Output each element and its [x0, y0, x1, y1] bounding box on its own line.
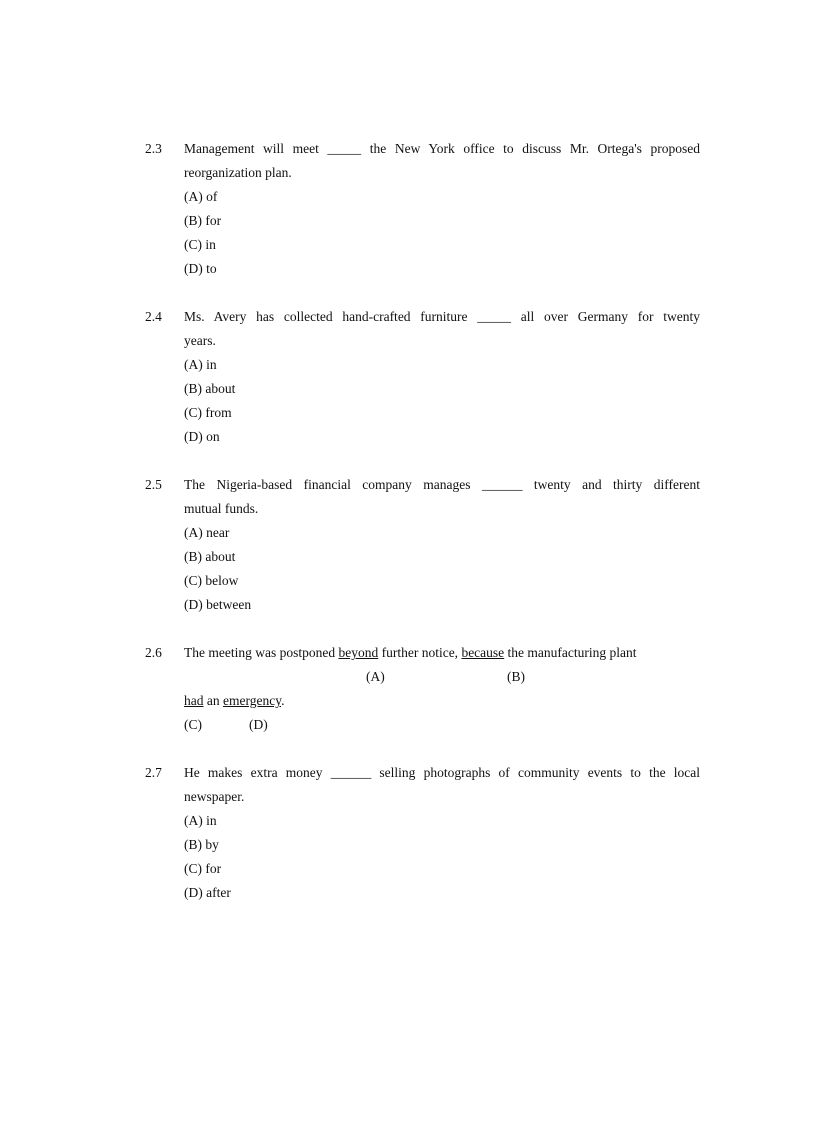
- option-c[interactable]: (C) for: [184, 861, 222, 876]
- option-c[interactable]: (C) below: [184, 573, 239, 588]
- underlined-choice-d[interactable]: emergency: [223, 693, 282, 708]
- stem-text: further notice,: [378, 645, 462, 660]
- question-number: 2.5: [145, 477, 162, 492]
- option-b[interactable]: (B) for: [184, 213, 222, 228]
- question-number: 2.7: [145, 765, 162, 780]
- underlined-choice-a[interactable]: beyond: [338, 645, 379, 660]
- question-stem: [184, 305, 700, 353]
- option-d[interactable]: (D) after: [184, 885, 231, 900]
- question-stem-line: mutual funds.: [184, 501, 259, 516]
- stem-text: the manufacturing plant: [504, 645, 637, 660]
- question-stem-line: [184, 689, 284, 713]
- choice-label-a: (A): [366, 669, 385, 684]
- stem-text: .: [281, 693, 285, 708]
- option-d[interactable]: (D) to: [184, 261, 217, 276]
- question-stem-line: The Nigeria-based financial company manages ______ twenty and thirty different: [184, 477, 700, 492]
- question-stem-line: He makes extra money ______ selling photographs of community events to the local: [184, 765, 700, 780]
- option-d[interactable]: (D) between: [184, 597, 252, 612]
- option-c[interactable]: (C) in: [184, 237, 216, 252]
- question-stem: [184, 137, 700, 185]
- option-d[interactable]: (D) on: [184, 429, 220, 444]
- question-number: 2.6: [145, 645, 162, 660]
- question-number: 2.3: [145, 141, 162, 156]
- underlined-choice-c[interactable]: had: [184, 693, 204, 708]
- option-b[interactable]: (B) by: [184, 837, 219, 852]
- question-stem: [184, 761, 700, 809]
- question-stem-line: Ms. Avery has collected hand-crafted furniture _____ all over Germany for twenty: [184, 309, 700, 324]
- option-b[interactable]: (B) about: [184, 549, 236, 564]
- question-stem-line: reorganization plan.: [184, 165, 292, 180]
- option-a[interactable]: (A) in: [184, 357, 217, 372]
- option-a[interactable]: (A) near: [184, 525, 230, 540]
- option-a[interactable]: (A) in: [184, 813, 217, 828]
- question-stem-line: newspaper.: [184, 789, 245, 804]
- stem-text: an: [203, 693, 223, 708]
- choice-label-b: (B): [507, 669, 525, 684]
- option-b[interactable]: (B) about: [184, 381, 236, 396]
- question-stem-line: [184, 641, 637, 665]
- question-stem-line: Management will meet _____ the New York office to discuss Mr. Ortega's proposed: [184, 141, 700, 156]
- option-a[interactable]: (A) of: [184, 189, 218, 204]
- stem-text: The meeting was postponed: [184, 645, 339, 660]
- choice-label-c: (C): [184, 717, 202, 732]
- underlined-choice-b[interactable]: because: [461, 645, 505, 660]
- question-number: 2.4: [145, 309, 162, 324]
- choice-label-d: (D): [249, 717, 268, 732]
- question-stem-line: years.: [184, 333, 216, 348]
- question-stem: [184, 473, 700, 521]
- option-c[interactable]: (C) from: [184, 405, 232, 420]
